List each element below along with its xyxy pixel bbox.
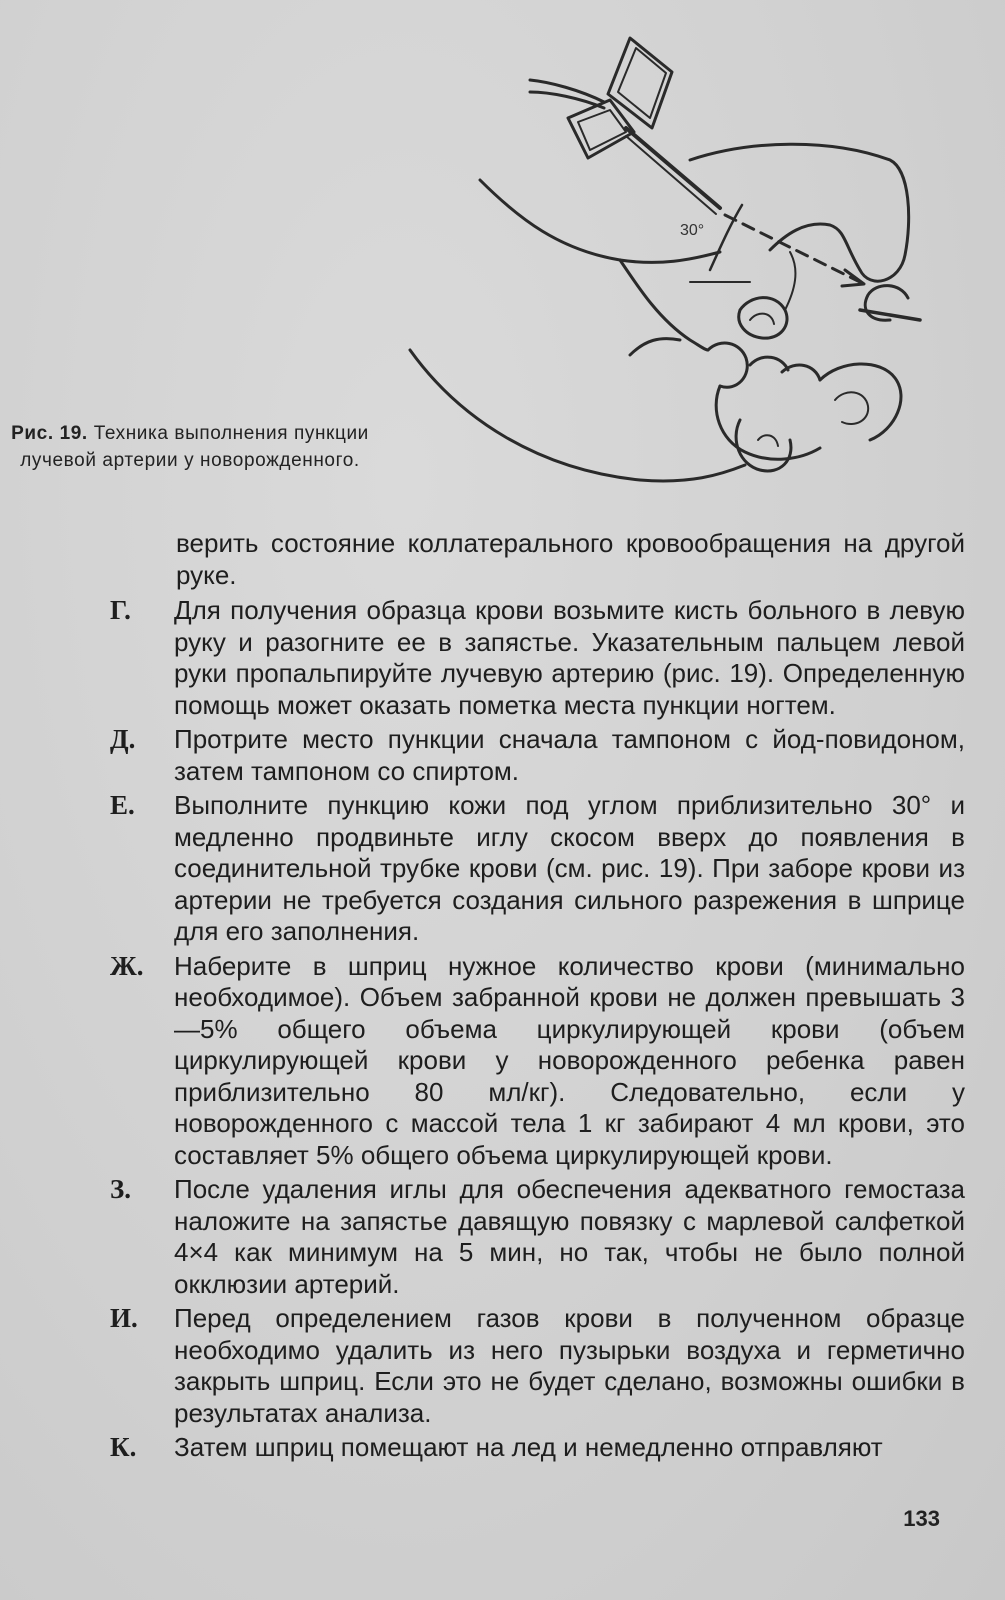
item-text: Протрите место пункции сначала тампоном с йод-повидоном, затем тампоном со спиртом. [174,724,965,786]
item-text: Выполните пункцию кожи под углом приблизительно 30° и медленно продвиньте иглу скосом вверх до появления в соединительной трубке крови (см. рис. 19). При заборе крови из артерии не требуется создания сильного разрежения в шприце для его заполнения. [174,790,965,946]
item-text: Перед определением газов крови в полученном образце необходимо удалить из него пузырьки воздуха и герметично закрыть шприц. Если это не будет сделано, возможны ошибки в результатах анализа. [174,1303,965,1428]
hand-puncture-drawing [390,20,950,520]
page-number: 133 [903,1506,940,1531]
list-item [110,790,965,948]
item-text: Наберите в шприц нужное количество крови (минимально необходимое). Объем забранной крови не должен превышать 3—5% общего объема циркулирующей крови (объем циркулирующей крови у новорожденного ребенка равен приблизительно 80 мл/кг). Следовательно, если у новорожденного с массой тела 1 кг забирают 4 мл крови, это составляет 5% общего объема циркулирующей крови. [174,950,965,1170]
caption-text: Техника выполнения пункции лучевой артерии у новорожденного. [20,423,369,471]
item-letter: И. [110,1303,138,1333]
item-text: После удаления иглы для обеспечения адекватного гемостаза наложите на запястье давящую повязку с марлевой салфеткой 4×4 как минимум на 5 мин, но так, чтобы не было полной окклюзии артерий. [174,1174,965,1299]
list-item [110,951,965,1172]
figure-illustration [390,20,950,520]
caption-label: Рис. 19. [11,423,88,444]
item-letter: Ж. [110,950,144,981]
item-letter: З. [110,1174,132,1204]
list-item [110,1432,965,1464]
item-letter: К. [110,1432,137,1462]
list-item [110,1174,965,1300]
item-letter: Г. [110,595,131,625]
list-item [110,724,965,787]
angle-label: 30° [680,222,705,239]
list-item [110,595,965,721]
item-letter: Е. [110,790,135,820]
main-text [110,528,965,1467]
list-item [110,1303,965,1429]
continuation-paragraph: верить состояние коллатерального кровообращения на другой руке. [176,528,965,590]
item-text: Для получения образца крови возьмите кисть больного в левую руку и разогните ее в запястье. Указательным пальцем левой руки пропальпируйте лучевую артерию (рис. 19). Определенную помощь может оказать пометка места пункции ногтем. [174,595,965,720]
item-letter: Д. [110,724,136,754]
figure-caption [2,420,378,474]
item-text: Затем шприц помещают на лед и немедленно отправляют [174,1432,883,1462]
